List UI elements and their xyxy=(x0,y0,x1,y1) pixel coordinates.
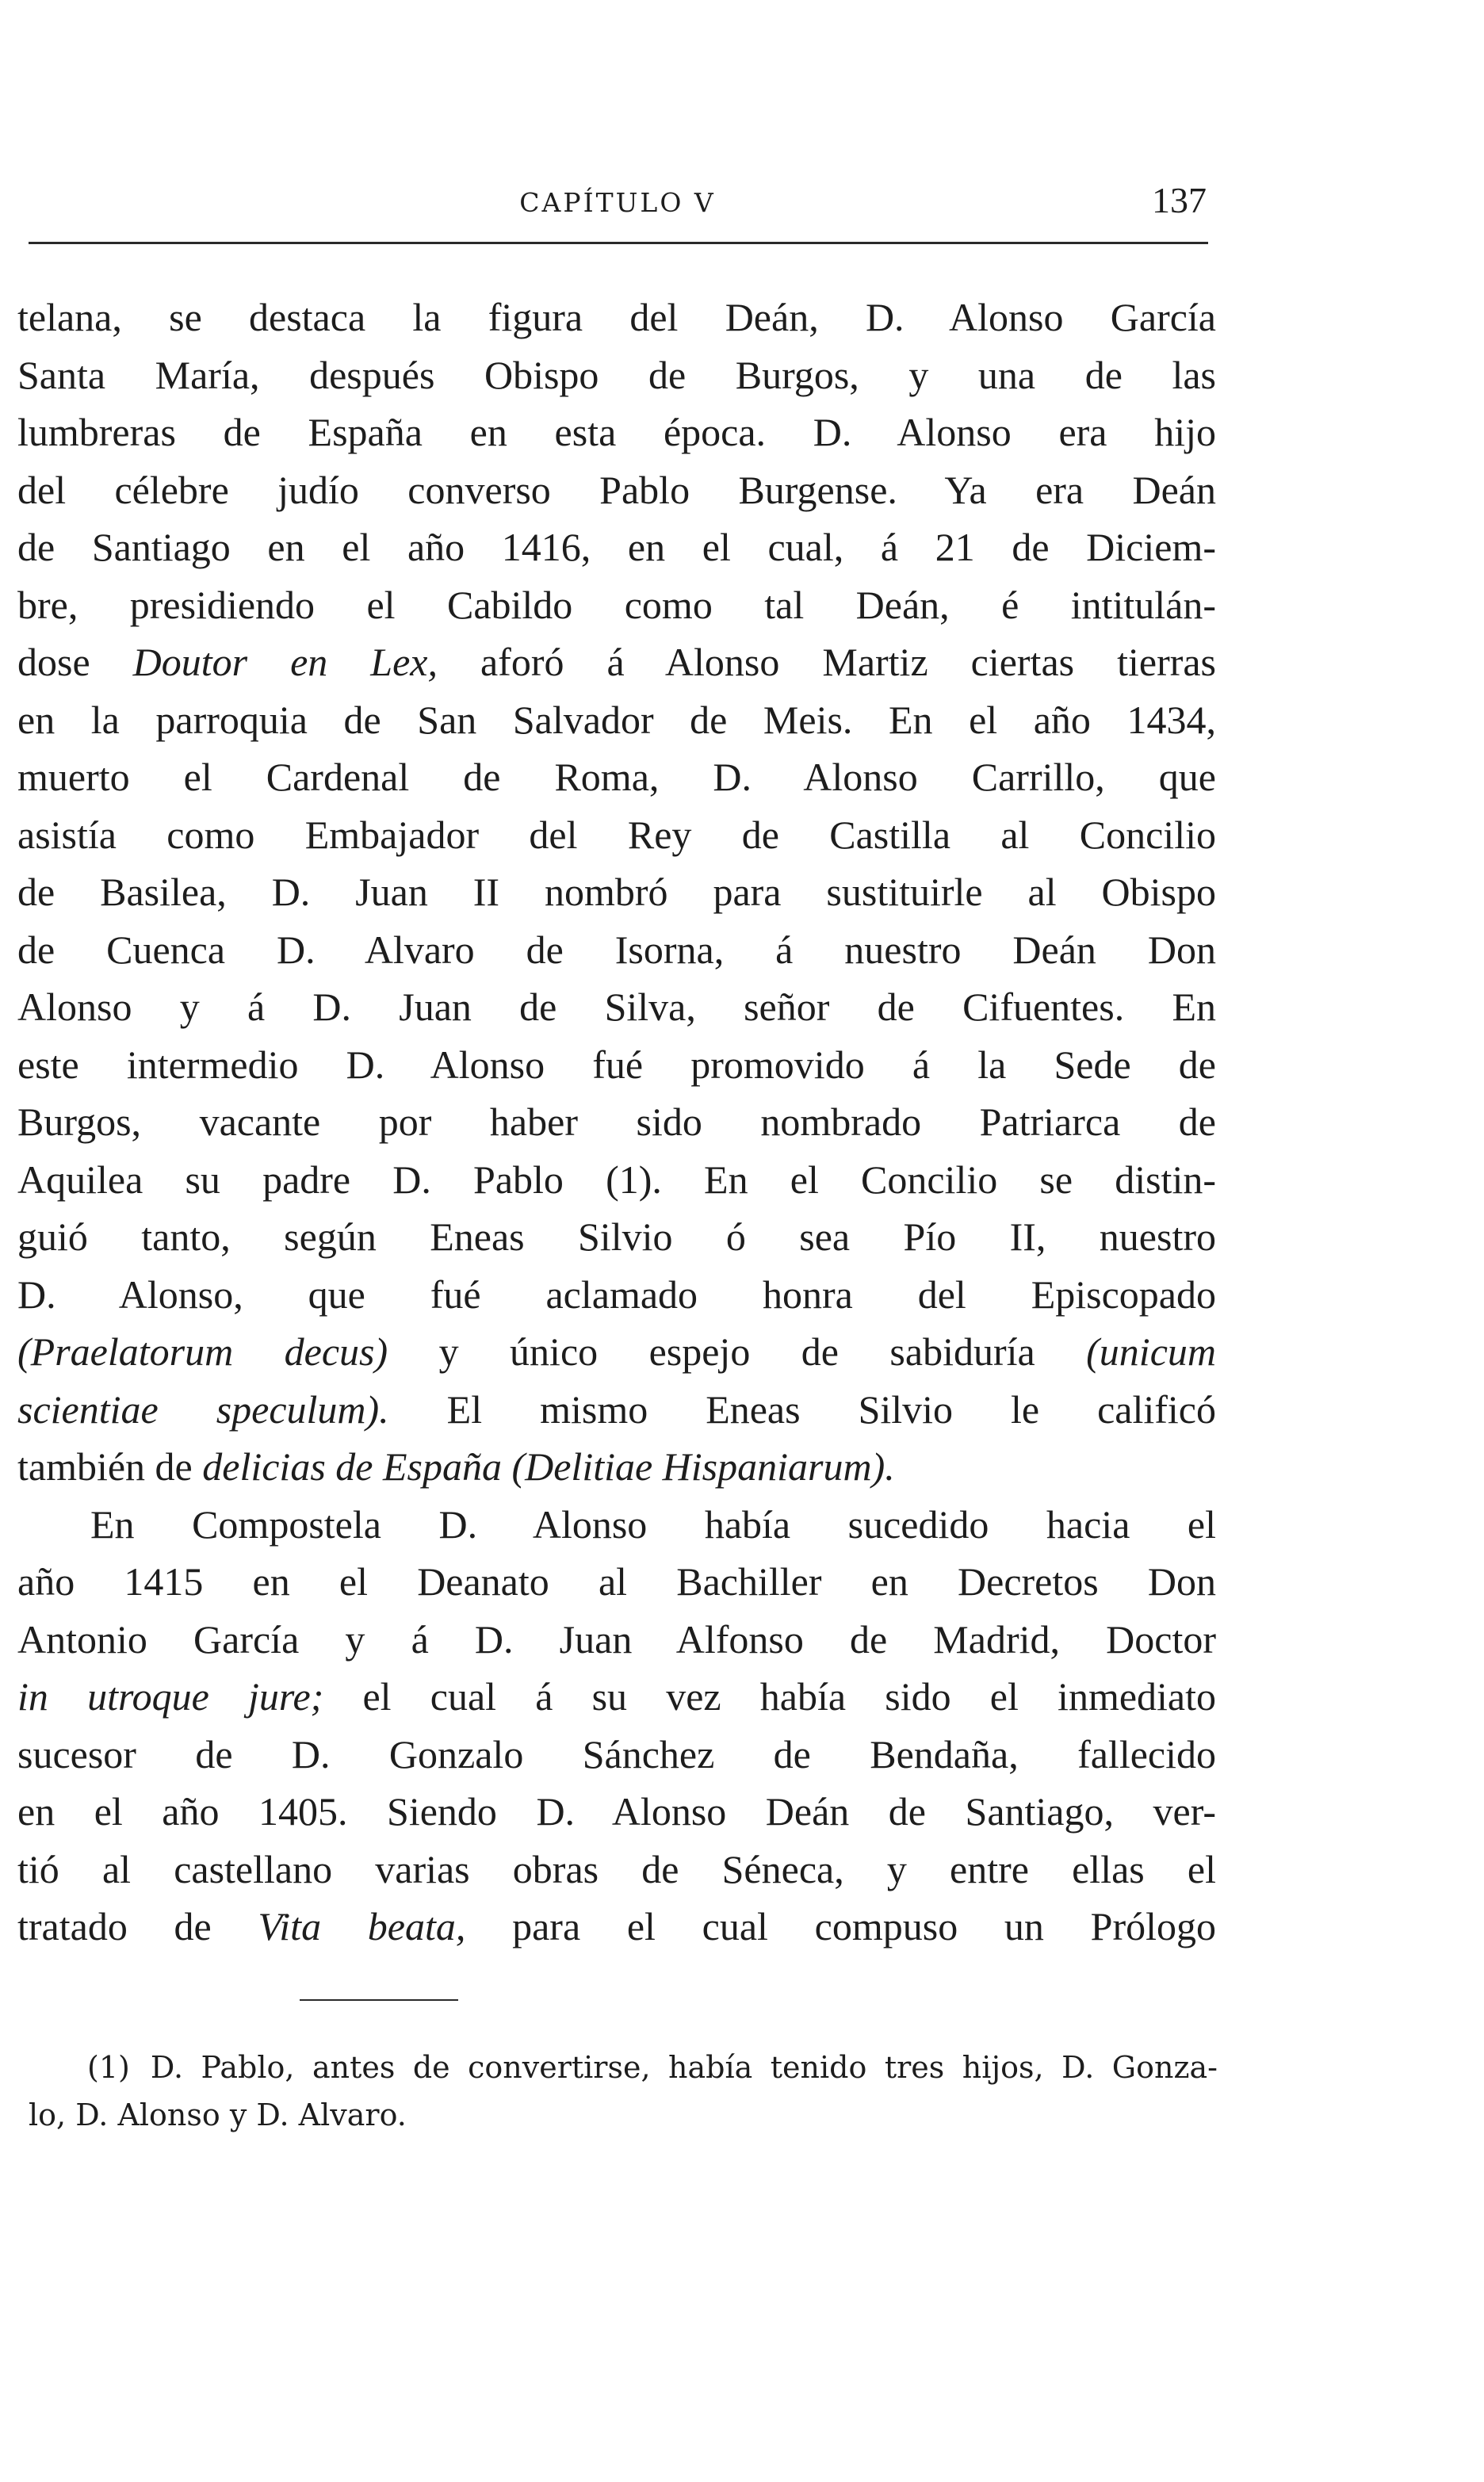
italic-run: delicias de España (Delitiae Hispaniarum). xyxy=(202,1444,895,1489)
text-line: lumbreras de España en esta época. D. Alonso era hijo xyxy=(17,410,1216,454)
text-line: Aquilea su padre D. Pablo (1). En el Concilio se distin- xyxy=(17,1157,1216,1202)
text-line: este intermedio D. Alonso fué promovido á la Sede de xyxy=(17,1042,1216,1087)
italic-run: (unicum xyxy=(1086,1329,1216,1374)
text-line xyxy=(17,1668,1216,1726)
text-line: bre, presidiendo el Cabildo como tal Deán, é intitulán- xyxy=(17,582,1216,627)
text-line: tió al castellano varias obras de Séneca, y entre ellas el xyxy=(17,1846,1216,1891)
text-line: muerto el Cardenal de Roma, D. Alonso Carrillo, que xyxy=(17,755,1216,799)
text-line: sucesor de D. Gonzalo Sánchez de Bendaña, fallecido xyxy=(17,1731,1216,1776)
page-number: 137 xyxy=(1152,180,1207,220)
text-line: D. Alonso, que fué aclamado honra del Episcopado xyxy=(17,1272,1216,1317)
italic-run: Doutor en Lex, xyxy=(132,640,438,684)
text-line xyxy=(17,1898,1216,1956)
text-run: también de xyxy=(17,1444,203,1489)
paragraph-start-line: En Compostela D. Alonso había sucedido hacia el xyxy=(90,1501,1216,1547)
body-text xyxy=(17,289,1216,1956)
text-line: año 1415 en el Deanato al Bachiller en Decretos Don xyxy=(17,1559,1216,1604)
italic-run: scientiae speculum). xyxy=(17,1386,389,1432)
footnote-rule xyxy=(300,1999,458,2001)
text-line: en el año 1405. Siendo D. Alonso Deán de Santiago, ver- xyxy=(17,1789,1216,1834)
footnote-text: D. Pablo, antes de convertirse, había tenido tres hijos, D. Gonza- xyxy=(150,2050,1218,2085)
italic-run: Vita beata, xyxy=(258,1904,466,1949)
text-line: Alonso y á D. Juan de Silva, señor de Cifuentes. En xyxy=(17,985,1216,1029)
text-line xyxy=(17,1381,1216,1439)
footnotes xyxy=(29,2044,1218,2139)
text-line xyxy=(17,1323,1216,1381)
text-line: de Basilea, D. Juan II nombró para sustituirle al Obispo xyxy=(17,870,1216,914)
chapter-title: CAPÍTULO V xyxy=(519,187,716,218)
text-line: guió tanto, según Eneas Silvio ó sea Pío II, nuestro xyxy=(17,1214,1216,1259)
footnote-line xyxy=(29,2044,1218,2091)
text-line: Burgos, vacante por haber sido nombrado Patriarca de xyxy=(17,1099,1216,1144)
text-line: Antonio García y á D. Juan Alfonso de Madrid, Doctor xyxy=(17,1616,1216,1662)
text-run: tratado de xyxy=(17,1904,258,1949)
text-run: para el cual compuso un Prólogo xyxy=(465,1904,1216,1949)
text-line: en la parroquia de San Salvador de Meis. En el año 1434, xyxy=(17,697,1216,742)
text-line xyxy=(17,633,1216,691)
italic-run: in utroque jure; xyxy=(17,1674,324,1719)
text-run: y único espejo de sabiduría xyxy=(388,1329,1087,1374)
text-line xyxy=(17,1438,1216,1496)
italic-run: (Praelatorum decus) xyxy=(17,1329,388,1374)
text-run: dose xyxy=(17,640,133,684)
text-run: El mismo Eneas Silvio le calificó xyxy=(388,1386,1217,1432)
running-head xyxy=(29,179,1207,227)
text-run: el cual á su vez había sido el inmediato xyxy=(323,1674,1217,1719)
header-rule xyxy=(29,242,1208,244)
text-run: aforó á Alonso Martiz ciertas tierras xyxy=(438,640,1217,684)
text-line: de Cuenca D. Alvaro de Isorna, á nuestro Deán Don xyxy=(17,927,1216,972)
text-line: del célebre judío converso Pablo Burgense. Ya era Deán xyxy=(17,467,1216,512)
footnote-line: lo, D. Alonso y D. Alvaro. xyxy=(29,2098,407,2132)
text-line: Santa María, después Obispo de Burgos, y una de las xyxy=(17,352,1216,397)
text-line: de Santiago en el año 1416, en el cual, á 21 de Diciem- xyxy=(17,525,1216,569)
footnote-mark: (1) xyxy=(87,2050,130,2085)
text-line: asistía como Embajador del Rey de Castilla al Concilio xyxy=(17,812,1216,857)
text-line: telana, se destaca la figura del Deán, D. Alonso García xyxy=(17,295,1216,339)
